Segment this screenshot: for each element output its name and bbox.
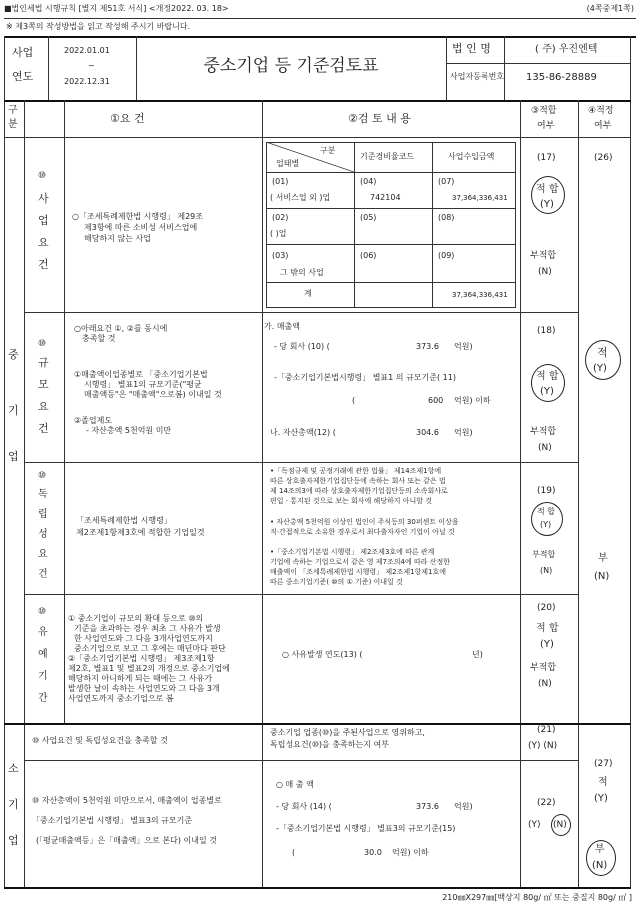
paper-spec: 210㎜X297㎜[백상지 80g/ ㎡ 또는 중질지 80g/ ㎡ ] xyxy=(442,893,632,902)
r102-g1: 적 xyxy=(597,346,608,359)
r103-v-4: 편입 · 통지된 것으로 보는 회사에 해당하지 아니할 것 xyxy=(270,497,433,505)
period-start: 2022.01.01 xyxy=(64,46,110,55)
r103-g1: 부 xyxy=(598,553,608,564)
r101-a5: (07) xyxy=(438,177,455,186)
r104-year-end: 년) xyxy=(472,650,483,659)
r101-t-gubun: 구분 xyxy=(320,146,336,155)
r103-label-2: 립 xyxy=(38,509,48,520)
s2-f2: (Y) xyxy=(528,820,541,830)
r103-v-3: 제 14조의3에 따라 상호출자제한기업집단등의 소속회사로 xyxy=(270,487,448,495)
r103-req-2: 제2조제1항제3호에 적합한 기업일것 xyxy=(76,528,205,537)
r104-req-9: 사업연도까지 중소기업으로 봄 xyxy=(68,694,174,703)
r103-fit-y: (Y) xyxy=(540,520,552,529)
r102-req-4: 시행령」 별표1의 규모기준("평균 xyxy=(84,380,202,389)
r104-req-3: 한 사업연도와 그 다음 3개사업연도까지 xyxy=(74,634,213,643)
r101-a2: ( 서비스업 외 )업 xyxy=(270,193,331,202)
r102-unit: 억원) xyxy=(454,342,473,351)
r103-unfit-n: (N) xyxy=(540,566,553,575)
r104-fit: 적 합 xyxy=(536,623,559,634)
r101-total-label: 계 xyxy=(304,289,312,298)
r101-label-2: 업 xyxy=(38,214,49,227)
r103-v-8: 기업에 속하는 기업으로서 같은 영 제7조의4에 따라 산정한 xyxy=(270,558,451,566)
r104-label-3: 기 xyxy=(38,671,48,682)
r101-a1: (01) xyxy=(272,177,289,186)
r102-number: ⑩ xyxy=(38,339,47,349)
r103-v-2: 따른 상호출자제한기업집단등에 속하는 회사 또는 같은 법 xyxy=(270,477,446,485)
r104-req-1: ① 중소기업이 규모의 확대 등으로 ⑩의 xyxy=(68,614,204,623)
r103-fit: 적 합 xyxy=(537,507,555,516)
r104-year: ○ 사유발생 연도(13) ( xyxy=(282,650,363,659)
s2-paren: ( xyxy=(292,848,296,857)
s1-g3: (Y) xyxy=(594,793,608,804)
s2-req-3: (「평균매출액등」은「매출액」으로 본다) 이내일 것 xyxy=(36,836,217,845)
s2-sales-value: 373.6 xyxy=(416,802,439,811)
col-gubun-2: 분 xyxy=(8,119,18,130)
r103-v-7: •「중소기업기본법 시행령」 제2조제3호에 따른 관계 xyxy=(270,548,435,556)
r102-g2: (Y) xyxy=(593,363,607,374)
r101-unfit: 부적합 xyxy=(530,251,557,261)
year-label-2: 연도 xyxy=(12,70,34,83)
r101-a3: (04) xyxy=(360,177,377,186)
period-end: 2022.12.31 xyxy=(64,77,110,86)
s2-req-2: 「중소기업기본법 시행령」 별표3의 규모기준 xyxy=(32,816,193,825)
r104-label-4: 간 xyxy=(38,693,48,704)
s1-req: ⑩ 사업요건 및 독립성요건을 충족할 것 xyxy=(32,736,168,745)
r102-label: 규 xyxy=(38,356,49,369)
year-label-1: 사업 xyxy=(12,46,34,59)
r103-req-1: 「조세특례제한법 시행령」 xyxy=(76,516,172,525)
r102-req-6: ②졸업제도 xyxy=(74,416,113,425)
r101-label: 사 xyxy=(38,192,49,205)
r101-t-income-header: 사업수입금액 xyxy=(448,152,495,161)
s1-g2: 적 xyxy=(598,777,608,788)
r101-b3: (05) xyxy=(360,213,377,222)
r101-unfit-n: (N) xyxy=(538,267,552,277)
s2-sales: ○ 매 출 액 xyxy=(276,780,314,789)
r103-label-5: 건 xyxy=(38,569,48,580)
r102-label-4: 건 xyxy=(38,422,49,435)
r101-f1: (17) xyxy=(537,153,556,163)
r101-t-biztype: 업태별 xyxy=(276,159,300,168)
r104-number: ⑩ xyxy=(38,607,47,617)
r102-paren: ( xyxy=(352,396,356,405)
r104-req-6: 제2호, 별표1 및 별표2의 개정으로 중소기업에 xyxy=(68,664,230,673)
r101-req-3: 해당하지 않는 사업 xyxy=(84,234,151,243)
r101-t-code-header: 기준경비율코드 xyxy=(360,152,415,161)
col-fit-b: 여부 xyxy=(537,121,555,131)
r101-b4: (08) xyxy=(438,213,455,222)
r101-code-value: 742104 xyxy=(370,193,401,202)
s2-standard-unit: 억원) 이하 xyxy=(392,848,429,857)
r101-c2: 그 밖의 사업 xyxy=(280,268,324,277)
s1-g4: 부 xyxy=(595,844,605,855)
s2-f3: (N) xyxy=(553,820,567,830)
r102-req-1: ○아래요건 ①, ②를 동시에 xyxy=(74,324,168,333)
r103-label: 독 xyxy=(38,489,48,500)
r104-label: 유 xyxy=(38,627,48,638)
s1-f2: (Y) (N) xyxy=(528,741,558,751)
col-adequate: ④적정 xyxy=(588,106,614,116)
col-fit: ③적합 xyxy=(531,106,557,116)
col-adequate-b: 여부 xyxy=(594,121,612,131)
r104-unfit: 부적합 xyxy=(530,663,557,673)
s2-unit: 억원) xyxy=(454,802,473,811)
r102-req-3: ①매출액이업종별로 「중소기업기본법 xyxy=(74,370,208,379)
r103-v-9: 매출액이 「조세특례제한법 시행령」 제2조제1항제1호에 xyxy=(270,568,447,576)
r103-g2: (N) xyxy=(594,571,610,582)
r102-assets: 나. 자산총액(12) ( xyxy=(270,428,336,437)
r104-label-2: 예 xyxy=(38,649,48,660)
side-label-small-2: 기 xyxy=(8,798,19,811)
r102-fit: 적 합 xyxy=(536,371,559,382)
r103-v-5: • 자산총액 5천억원 이상인 법인이 주식등의 30퍼센트 이상을 xyxy=(270,518,459,526)
r102-sales-value: 373.6 xyxy=(416,342,439,351)
r103-f1: (19) xyxy=(537,486,556,496)
r101-number: ⑩ xyxy=(38,171,47,181)
s2-company: - 당 회사 (14) ( xyxy=(276,802,332,811)
r102-label-3: 요 xyxy=(38,400,49,413)
r102-fit-y: (Y) xyxy=(540,386,554,397)
r104-req-5: ②「중소기업기본법 시행령」 제3조제1항 xyxy=(68,654,215,663)
r103-v-6: 직·간접적으로 소유한 경우로서 최다출자자인 기업이 아닐 것 xyxy=(270,528,455,536)
r104-f1: (20) xyxy=(537,603,556,613)
r101-g1: (26) xyxy=(594,153,613,163)
r101-c1: (03) xyxy=(272,251,289,260)
side-label-sme-3: 업 xyxy=(8,450,19,463)
r102-req-5: 매출액등"은 "매출액"으로봄) 이내일 것 xyxy=(84,390,222,399)
r101-req-1: ○「조세특례제한법 시행령」 제29조 xyxy=(72,212,203,221)
r104-req-4: 중소기업으로 보고 그 후에는 매년마다 판단 xyxy=(74,644,226,653)
period-tilde: ~ xyxy=(88,61,95,70)
s1-g5: (N) xyxy=(592,860,608,871)
biz-reg-value: 135-86-28889 xyxy=(526,72,597,83)
r101-c4: (09) xyxy=(438,251,455,260)
instruction-note: ※ 제3쪽의 작성방법을 읽고 작성해 주시기 바랍니다. xyxy=(6,22,191,31)
page-counter: (4쪽중제1쪽) xyxy=(586,4,634,13)
page-title: 중소기업 등 기준검토표 xyxy=(203,56,379,76)
side-label-small-1: 소 xyxy=(8,762,19,775)
r101-label-4: 건 xyxy=(38,258,49,271)
side-label-sme-1: 중 xyxy=(8,348,19,361)
r102-company: - 당 회사 (10) ( xyxy=(274,342,330,351)
s2-standard: -「중소기업기본법 시행령」 별표3의 규모기준(15) xyxy=(276,824,456,833)
form-reference: ■법인세법 시행규칙 [별지 제51호 서식] <개정2022. 03. 18> xyxy=(4,4,229,13)
r103-label-4: 요 xyxy=(38,549,48,560)
r103-unfit: 부적합 xyxy=(532,550,556,559)
s1-v2: 독립성요건(⑩)을 충족하는지 여부 xyxy=(270,740,389,749)
r104-req-7: 해당하지 아니하게 되는 때에는 그 사유가 xyxy=(68,674,213,683)
r102-label-2: 모 xyxy=(38,378,49,391)
r102-assets-value: 304.6 xyxy=(416,428,439,437)
r101-c3: (06) xyxy=(360,251,377,260)
s1-v1: 중소기업 업종(⑩)을 주된사업으로 영위하고, xyxy=(270,728,425,737)
corp-name-value: ( 주) 우진엔텍 xyxy=(535,44,598,55)
s1-f1: (21) xyxy=(537,725,556,735)
r101-fit: 적 합 xyxy=(536,184,559,195)
r102-standard-unit: 억원) 이하 xyxy=(454,396,491,405)
r102-req-2: 충족할 것 xyxy=(82,334,116,343)
r102-assets-unit: 억원) xyxy=(454,428,473,437)
r101-b1: (02) xyxy=(272,213,289,222)
col-gubun-1: 구 xyxy=(8,105,18,116)
r101-req-2: 제3항에 따른 소비성 서비스업에 xyxy=(84,223,198,232)
r101-label-3: 요 xyxy=(38,236,49,249)
r104-req-2: 기준을 초과하는 경우 최초 그 사유가 발생 xyxy=(74,624,221,633)
s2-standard-value: 30.0 xyxy=(364,848,382,857)
r101-income-value: 37,364,336,431 xyxy=(452,194,508,202)
r102-standard: -「중소기업기본법시행령」 별표1 의 규모기준( 11) xyxy=(274,373,456,382)
r103-label-3: 성 xyxy=(38,529,48,540)
s2-req-1: ⑩ 자산총액이 5천억원 미만으로서, 매출액이 업종별로 xyxy=(32,796,222,805)
r102-unfit: 부적합 xyxy=(530,427,557,437)
r102-unfit-n: (N) xyxy=(538,443,552,453)
col-requirement: ①요 건 xyxy=(110,112,145,125)
s2-f1: (22) xyxy=(537,798,556,808)
r103-v-1: •「독점규제 및 공정거래에 관한 법률」 제14조제1항에 xyxy=(270,467,442,475)
s1-g1: (27) xyxy=(594,759,613,769)
biz-reg-label: 사업자등록번호 xyxy=(450,72,505,81)
side-label-sme-2: 기 xyxy=(8,404,19,417)
r104-fit-y: (Y) xyxy=(540,639,554,650)
r103-number: ⑩ xyxy=(38,471,47,481)
r101-b2: ( )업 xyxy=(270,229,287,238)
col-review: ②검 토 내 용 xyxy=(348,112,411,125)
r103-v-10: 따른 중소기업기준( ⑩의 ① 기준) 이내일 것 xyxy=(270,578,403,586)
r102-f1: (18) xyxy=(537,326,556,336)
r104-req-8: 발생한 날이 속하는 사업연도와 그 다음 3개 xyxy=(68,684,220,693)
r104-unfit-n: (N) xyxy=(538,679,552,689)
r101-fit-y: (Y) xyxy=(540,199,554,210)
r102-req-7: - 자산총액 5천억원 미만 xyxy=(86,426,172,435)
r101-total-value: 37,364,336,431 xyxy=(452,291,508,299)
r102-standard-value: 600 xyxy=(428,396,444,405)
r102-sales: 가. 매출액 xyxy=(264,322,300,331)
corp-name-label: 법 인 명 xyxy=(452,42,491,55)
side-label-small-3: 업 xyxy=(8,834,19,847)
